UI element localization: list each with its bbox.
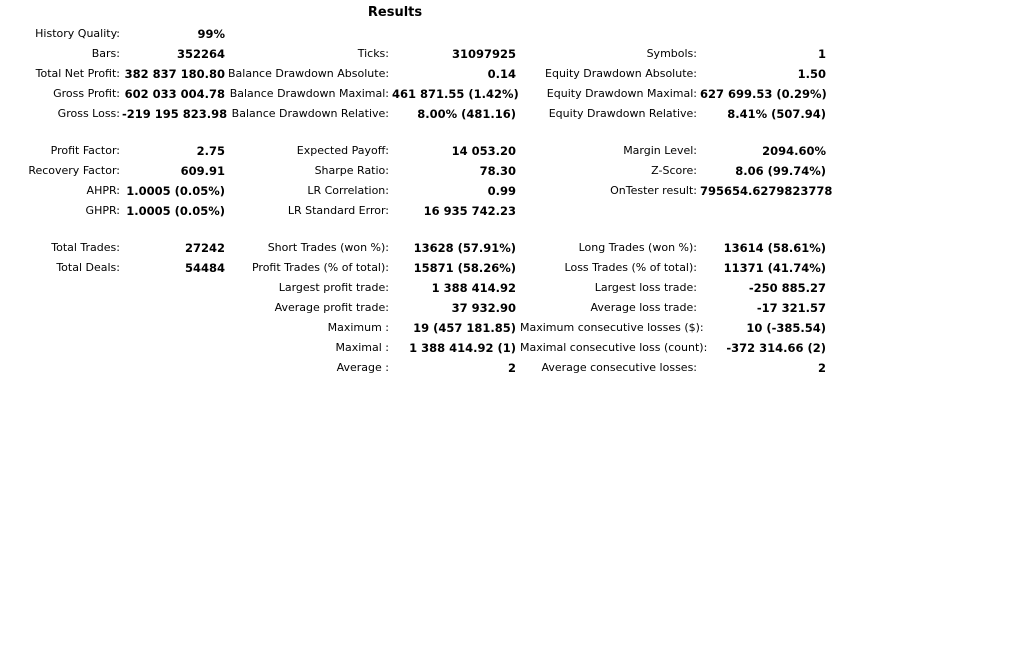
symbols-value: 1 (817, 47, 826, 61)
equity-drawdown-absolute-value: 1.50 (797, 67, 826, 81)
results-row (0, 238, 840, 258)
short-trades-value: 13628 (57.91%) (413, 241, 516, 255)
equity-drawdown-absolute-label: Equity Drawdown Absolute: (545, 67, 697, 80)
ontester-result-value: 795654.6279823778 (700, 184, 833, 198)
results-row (0, 44, 840, 64)
loss-trades-label: Loss Trades (% of total): (564, 261, 697, 274)
balance-drawdown-absolute-label: Balance Drawdown Absolute: (228, 67, 390, 80)
results-row (0, 181, 840, 201)
equity-drawdown-relative-label: Equity Drawdown Relative: (548, 107, 697, 120)
ontester-result-label: OnTester result: (610, 184, 697, 197)
total-deals-value: 54484 (184, 261, 225, 275)
average-consecutive-losses-label: Average consecutive losses: (541, 361, 697, 374)
largest-profit-trade-label: Largest profit trade: (278, 281, 389, 294)
margin-level-label: Margin Level: (623, 144, 697, 157)
maximal-consecutive-profit-value: 1 388 414.92 (1) (409, 341, 516, 355)
short-trades-label: Short Trades (won %): (267, 241, 389, 254)
ghpr-label: GHPR: (85, 204, 120, 217)
expected-payoff-label: Expected Payoff: (296, 144, 389, 157)
results-row (0, 358, 840, 378)
gross-profit-value: 602 033 004.78 (124, 87, 225, 101)
lr-standard-error-label: LR Standard Error: (287, 204, 389, 217)
profit-trades-label: Profit Trades (% of total): (251, 261, 389, 274)
results-row (0, 258, 840, 278)
ghpr-value: 1.0005 (0.05%) (126, 204, 225, 218)
recovery-factor-value: 609.91 (180, 164, 225, 178)
bars-label: Bars: (91, 47, 120, 60)
z-score-label: Z-Score: (651, 164, 697, 177)
gross-loss-label: Gross Loss: (57, 107, 120, 120)
total-deals-label: Total Deals: (56, 261, 120, 274)
gross-loss-value: -219 195 823.98 (122, 107, 228, 121)
profit-factor-label: Profit Factor: (50, 144, 120, 157)
results-row (0, 201, 840, 221)
maximal-consecutive-loss-label: Maximal consecutive loss (count): (520, 341, 708, 354)
largest-loss-trade-value: -250 885.27 (748, 281, 826, 295)
average-loss-trade-value: -17 321.57 (756, 301, 826, 315)
equity-drawdown-maximal-label: Equity Drawdown Maximal: (546, 87, 697, 100)
total-trades-label: Total Trades: (51, 241, 120, 254)
average-profit-trade-label: Average profit trade: (274, 301, 389, 314)
margin-level-value: 2094.60% (762, 144, 826, 158)
average-consecutive-losses-value: 2 (817, 361, 826, 375)
results-row (0, 318, 840, 338)
history-quality-value: 99% (197, 27, 225, 41)
balance-drawdown-relative-label: Balance Drawdown Relative: (231, 107, 389, 120)
total-net-profit-label: Total Net Profit: (35, 67, 120, 80)
maximal-consecutive-loss-value: -372 314.66 (2) (726, 341, 826, 355)
balance-drawdown-absolute-value: 0.14 (487, 67, 516, 81)
history-quality-label: History Quality: (35, 27, 120, 40)
sharpe-ratio-label: Sharpe Ratio: (314, 164, 389, 177)
equity-drawdown-maximal-value: 627 699.53 (0.29%) (700, 87, 827, 101)
symbols-label: Symbols: (646, 47, 697, 60)
average-consecutive-wins-label: Average : (336, 361, 389, 374)
balance-drawdown-relative-value: 8.00% (481.16) (417, 107, 516, 121)
largest-profit-trade-value: 1 388 414.92 (431, 281, 516, 295)
gross-profit-label: Gross Profit: (53, 87, 120, 100)
results-row (0, 298, 840, 318)
results-row (0, 104, 840, 124)
long-trades-label: Long Trades (won %): (578, 241, 697, 254)
ahpr-value: 1.0005 (0.05%) (126, 184, 225, 198)
results-row (0, 141, 840, 161)
ahpr-label: AHPR: (86, 184, 120, 197)
total-net-profit-value: 382 837 180.80 (124, 67, 225, 81)
results-row (0, 64, 840, 84)
results-row (0, 278, 840, 298)
maximum-consecutive-wins-label: Maximum : (327, 321, 389, 334)
profit-trades-value: 15871 (58.26%) (413, 261, 516, 275)
results-title: Results (367, 5, 423, 20)
recovery-factor-label: Recovery Factor: (28, 164, 120, 177)
balance-drawdown-maximal-label: Balance Drawdown Maximal: (229, 87, 389, 100)
results-row (0, 24, 840, 44)
ticks-value: 31097925 (451, 47, 516, 61)
results-row (0, 338, 840, 358)
profit-factor-value: 2.75 (196, 144, 225, 158)
largest-loss-trade-label: Largest loss trade: (594, 281, 697, 294)
z-score-value: 8.06 (99.74%) (735, 164, 826, 178)
expected-payoff-value: 14 053.20 (451, 144, 516, 158)
lr-correlation-value: 0.99 (487, 184, 516, 198)
lr-correlation-label: LR Correlation: (307, 184, 389, 197)
equity-drawdown-relative-value: 8.41% (507.94) (727, 107, 826, 121)
sharpe-ratio-value: 78.30 (479, 164, 516, 178)
maximum-consecutive-losses-value: 10 (-385.54) (746, 321, 826, 335)
maximum-consecutive-losses-label: Maximum consecutive losses ($): (520, 321, 704, 334)
average-profit-trade-value: 37 932.90 (451, 301, 516, 315)
maximum-consecutive-wins-value: 19 (457 181.85) (413, 321, 516, 335)
bars-value: 352264 (176, 47, 225, 61)
total-trades-value: 27242 (184, 241, 225, 255)
results-row (0, 84, 840, 104)
lr-standard-error-value: 16 935 742.23 (423, 204, 516, 218)
average-loss-trade-label: Average loss trade: (590, 301, 697, 314)
results-row (0, 161, 840, 181)
maximal-consecutive-profit-label: Maximal : (335, 341, 389, 354)
long-trades-value: 13614 (58.61%) (723, 241, 826, 255)
loss-trades-value: 11371 (41.74%) (723, 261, 826, 275)
ticks-label: Ticks: (357, 47, 389, 60)
balance-drawdown-maximal-value: 461 871.55 (1.42%) (392, 87, 519, 101)
average-consecutive-wins-value: 2 (507, 361, 516, 375)
